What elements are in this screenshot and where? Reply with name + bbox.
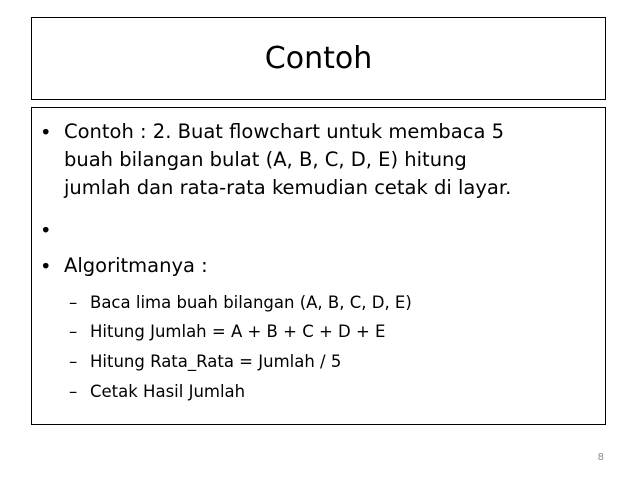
bullet-marker: • [40,219,52,242]
sub-item-text: Hitung Jumlah = A + B + C + D + E [90,322,386,341]
sub-item-marker: – [69,293,78,312]
sub-item-text: Hitung Rata_Rata = Jumlah / 5 [90,352,342,371]
bullet-marker: • [40,121,52,144]
sub-item-text: Baca lima buah bilangan (A, B, C, D, E) [90,293,412,312]
sub-item-text: Cetak Hasil Jumlah [90,382,246,401]
sub-item-marker: – [69,352,78,371]
slide-title-box [31,17,606,100]
bullet-marker: • [40,255,52,278]
slide-content-box [31,107,606,425]
slide-title: Contoh [264,40,373,76]
bullet-text-example: Contoh : 2. Buat flowchart untuk membaca 5 buah bilangan bulat (A, B, C, D, E) hitung jumlah dan rata-rata kemudian cetak di layar. [64,120,512,199]
sub-item-marker: – [69,382,78,401]
slide-page-number: 8 [597,452,604,463]
sub-item-marker: – [69,322,78,341]
bullet-text-algorithm: Algoritmanya : [64,254,208,277]
